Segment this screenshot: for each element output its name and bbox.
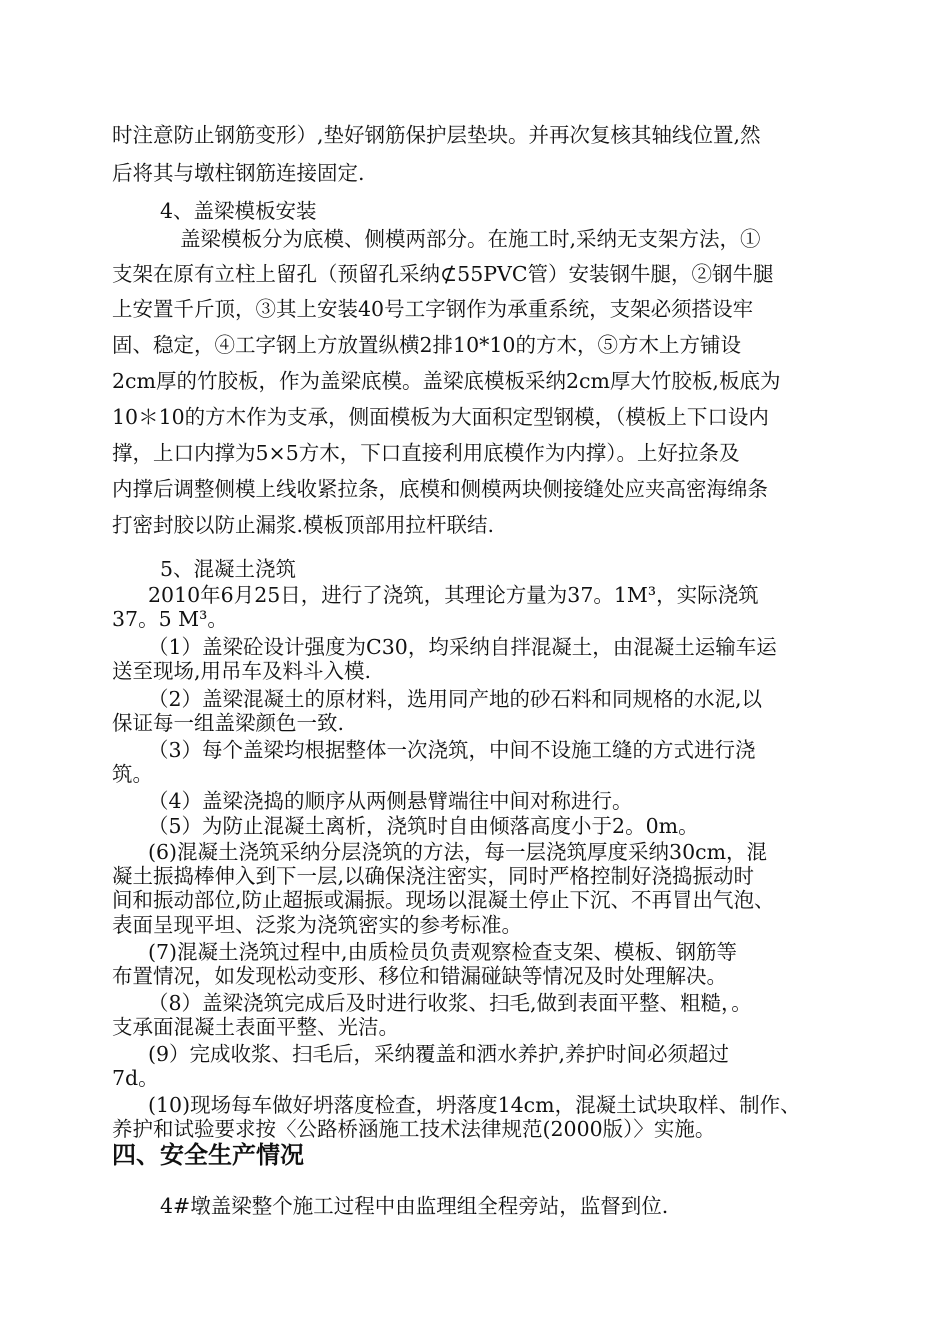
list-item-line: 支承面混凝土表面平整、光洁。 (112, 1015, 399, 1039)
list-item-line: （1）盖梁砼设计强度为C30，均采纳自拌混凝土，由混凝土运输车运 (148, 635, 777, 659)
list-item-line: 间和振动部位,防止超振或漏振。现场以混凝土停止下沉、不再冒出气泡、 (112, 888, 775, 912)
list-item-line: 筑。 (112, 762, 153, 786)
section-heading: 四、安全生产情况 (112, 1141, 304, 1169)
list-item-line: （3）每个盖梁均根据整体一次浇筑，中间不设施工缝的方式进行浇 (148, 738, 756, 762)
paragraph-line: 2cm厚的竹胶板，作为盖梁底模。盖梁底模板采纳2cm厚大竹胶板,板底为 (112, 369, 781, 393)
list-item-line: 布置情况，如发现松动变形、移位和错漏碰缺等情况及时处理解决。 (112, 964, 727, 988)
list-item-line: 送至现场,用吊车及料斗入模. (112, 659, 372, 683)
paragraph-line: 撑，上口内撑为5×5方木，下口直接利用底模作为内撑）。上好拉条及 (112, 441, 740, 465)
paragraph-line: 固、稳定，④工字钢上方放置纵横2排10*10的方木，⑤方木上方铺设 (112, 333, 741, 357)
list-item-line: （5）为防止混凝土离析，浇筑时自由倾落高度小于2。0m。 (148, 814, 699, 838)
paragraph-line: 37。5 M³。 (112, 607, 228, 631)
paragraph-line: 盖梁模板分为底模、侧模两部分。在施工时,采纳无支架方法，① (180, 227, 761, 251)
paragraph-line: 2010年6月25日，进行了浇筑，其理论方量为37。1M³，实际浇筑 (148, 583, 759, 607)
paragraph-line: 时注意防止钢筋变形）,垫好钢筋保护层垫块。并再次复核其轴线位置,然 (112, 123, 761, 147)
paragraph-line: 后将其与墩柱钢筋连接固定. (112, 161, 365, 185)
list-item-line: （8）盖梁浇筑完成后及时进行收浆、扫毛,做到表面平整、粗糙，。 (148, 991, 752, 1015)
list-item-line: 表面呈现平坦、泛浆为浇筑密实的参考标准。 (112, 913, 522, 937)
subsection-title: 4、盖梁模板安装 (160, 199, 317, 223)
paragraph-line: 10＊10的方木作为支承，侧面模板为大面积定型钢模，（模板上下口设内 (112, 405, 769, 429)
list-item-line: （4）盖梁浇捣的顺序从两侧悬臂端往中间对称进行。 (148, 789, 633, 813)
subsection-title: 5、混凝土浇筑 (160, 557, 297, 581)
closing-paragraph: 4#墩盖梁整个施工过程中由监理组全程旁站，监督到位. (160, 1194, 669, 1218)
paragraph-line: 支架在原有立柱上留孔（预留孔采纳⊄55PVC管）安装钢牛腿，②钢牛腿 (112, 262, 774, 286)
list-item-line: (7)混凝土浇筑过程中,由质检员负责观察检查支架、模板、钢筋等 (148, 940, 738, 964)
paragraph-line: 上安置千斤顶，③其上安装40号工字钢作为承重系统，支架必须搭设牢 (112, 297, 754, 321)
list-item-line: (9）完成收浆、扫毛后，采纳覆盖和洒水养护,养护时间必须超过 (148, 1042, 730, 1066)
list-item-line: 7d。 (112, 1066, 159, 1090)
list-item-line: 凝土振捣棒伸入到下一层,以确保浇注密实，同时严格控制好浇捣振动时 (112, 864, 755, 888)
list-item-line: 保证每一组盖梁颜色一致. (112, 711, 345, 735)
list-item-line: (10)现场每车做好坍落度检查，坍落度14cm，混凝土试块取样、制作、 (148, 1093, 801, 1117)
list-item-line: （2）盖梁混凝土的原材料，选用同产地的砂石料和同规格的水泥,以 (148, 687, 763, 711)
paragraph-line: 打密封胶以防止漏浆.模板顶部用拉杆联结. (112, 513, 495, 537)
list-item-line: 养护和试验要求按〈公路桥涵施工技术法律规范(2000版）〉实施。 (112, 1117, 716, 1141)
list-item-line: (6)混凝土浇筑采纳分层浇筑的方法，每一层浇筑厚度采纳30cm，混 (148, 840, 768, 864)
paragraph-line: 内撑后调整侧模上线收紧拉条，底模和侧模两块侧接缝处应夹高密海绵条 (112, 477, 768, 501)
